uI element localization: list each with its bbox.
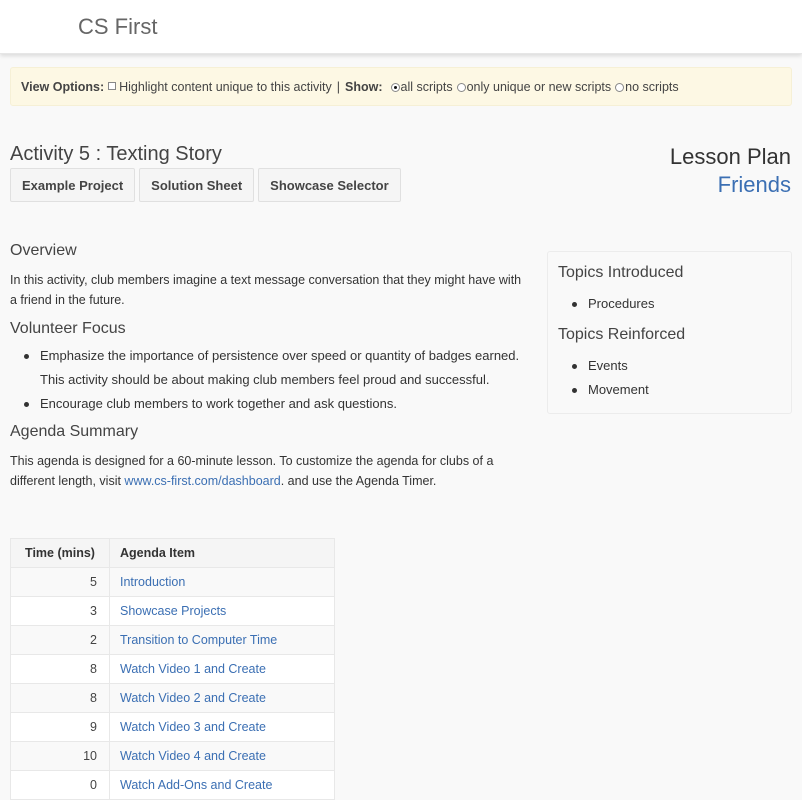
table-row: [11, 713, 335, 742]
topic-item: Procedures: [588, 292, 781, 316]
lesson-plan-friends-link[interactable]: Friends: [717, 172, 791, 197]
view-options-label: View Options:: [21, 79, 105, 94]
table-row: [11, 568, 335, 597]
overview-text: In this activity, club members imagine a text message conversation that they might have with a friend in the future.: [10, 273, 522, 307]
table-row: [11, 626, 335, 655]
show-no-scripts-radio[interactable]: [615, 83, 624, 92]
agenda-table-header-row: [11, 539, 335, 568]
activity-button-group: [10, 168, 401, 202]
lesson-plan-header: [670, 143, 791, 199]
table-row: [11, 771, 335, 800]
agenda-item-link[interactable]: Showcase Projects: [120, 604, 227, 618]
showcase-selector-button[interactable]: Showcase Selector: [258, 168, 401, 202]
show-unique-scripts-label: only unique or new scripts: [466, 79, 612, 94]
top-navbar: [0, 0, 802, 54]
agenda-item-link[interactable]: Watch Add-Ons and Create: [120, 778, 273, 792]
overview-heading: Overview: [10, 242, 77, 259]
table-row: [11, 655, 335, 684]
agenda-time: 5: [11, 568, 110, 597]
brand-logo-link[interactable]: CS First: [78, 14, 158, 39]
agenda-item-link[interactable]: Transition to Computer Time: [120, 633, 278, 647]
topics-reinforced-heading: Topics Reinforced: [558, 326, 686, 343]
topics-panel: [547, 251, 792, 414]
agenda-summary-heading: Agenda Summary: [10, 423, 139, 440]
topic-item: Events: [588, 354, 781, 378]
topic-item: Movement: [588, 378, 781, 402]
agenda-table: [10, 538, 335, 800]
agenda-item-link[interactable]: Watch Video 4 and Create: [120, 749, 266, 763]
agenda-time: 2: [11, 626, 110, 655]
highlight-unique-label: Highlight content unique to this activity: [119, 79, 332, 94]
topics-introduced-heading: Topics Introduced: [558, 264, 684, 281]
agenda-time: 9: [11, 713, 110, 742]
show-all-scripts-label: all scripts: [400, 79, 453, 94]
agenda-time: 8: [11, 684, 110, 713]
dashboard-link[interactable]: www.cs-first.com/dashboard: [124, 474, 281, 488]
agenda-time: 10: [11, 742, 110, 771]
agenda-item-link[interactable]: Watch Video 1 and Create: [120, 662, 266, 676]
agenda-summary-text-before: This agenda is designed for a 60-minute lesson. To customize the agenda for clubs of a different length, visit: [10, 454, 494, 488]
agenda-time: 0: [11, 771, 110, 800]
volunteer-focus-heading: Volunteer Focus: [10, 320, 126, 337]
time-column-header: Time (mins): [11, 539, 110, 568]
table-row: [11, 684, 335, 713]
show-all-scripts-radio[interactable]: [391, 83, 400, 92]
agenda-summary-text-after: . and use the Agenda Timer.: [280, 474, 437, 488]
topics-introduced-list: [558, 292, 781, 316]
highlight-unique-checkbox[interactable]: [108, 82, 116, 90]
lesson-plan-label: Lesson Plan: [669, 144, 791, 169]
show-unique-scripts-radio[interactable]: [457, 83, 466, 92]
agenda-item-column-header: Agenda Item: [110, 539, 335, 568]
show-no-scripts-label: no scripts: [625, 79, 679, 94]
show-label: Show:: [345, 79, 383, 94]
volunteer-focus-list: [10, 344, 525, 416]
table-row: [11, 742, 335, 771]
volunteer-focus-item: Emphasize the importance of persistence over speed or quantity of badges earned. This activity should be about making club members feel proud and successful.: [40, 344, 525, 392]
main-content: [10, 240, 525, 491]
volunteer-focus-item: Encourage club members to work together and ask questions.: [40, 392, 525, 416]
solution-sheet-button[interactable]: Solution Sheet: [139, 168, 254, 202]
agenda-item-link[interactable]: Introduction: [120, 575, 186, 589]
agenda-summary-text: [10, 451, 525, 491]
agenda-time: 3: [11, 597, 110, 626]
example-project-button[interactable]: Example Project: [10, 168, 135, 202]
agenda-item-link[interactable]: Watch Video 3 and Create: [120, 720, 266, 734]
topics-reinforced-list: [558, 354, 781, 402]
agenda-time: 8: [11, 655, 110, 684]
table-row: [11, 597, 335, 626]
view-options-bar: [10, 67, 792, 106]
activity-title: Activity 5 : Texting Story: [10, 143, 222, 165]
options-separator: |: [336, 79, 340, 94]
agenda-item-link[interactable]: Watch Video 2 and Create: [120, 691, 266, 705]
